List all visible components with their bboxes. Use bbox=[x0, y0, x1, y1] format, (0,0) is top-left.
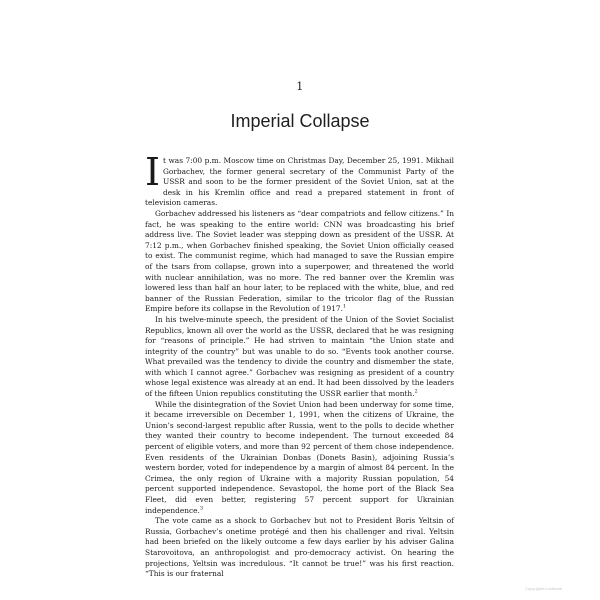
paragraph-text: The vote came as a shock to Gorbachev but not to President Boris Yeltsin of Russia, Gorbachev’s onetime protégé and then his challenger and rival. Yeltsin had been briefed on the likely outcome a few days earlier by his adviser Galina Starovoitova, an anthropologist and pro-democracy activist. On hearing the projections, Yeltsin was incredulous. “It cannot be true!” was his first reaction. “This is our fraternal bbox=[145, 516, 454, 579]
paragraph-text: While the disintegration of the Soviet Union had been underway for some time, it became irreversible on December 1, 1991, when the citizens of Ukraine, the Union’s second-largest republic after Russia, went to the polls to decide whether they wanted their country to become independent. The turnout exceeded 84 percent of eligible voters, and more than 92 percent of them chose independence. Even residents of the Ukrainian Donbas (Donets Basin), adjoining Russia’s western border, voted for independence by a margin of almost 84 percent. In the Crimea, the only region of Ukraine with a majority Russian population, 54 percent supported independence. Sevastopol, the home port of the Black Sea Fleet, did even better, registering 57 percent support for Ukrainian independence. bbox=[145, 399, 454, 515]
chapter-title: Imperial Collapse bbox=[230, 111, 370, 131]
footnote-ref[interactable]: 2 bbox=[414, 388, 418, 395]
copyright-watermark: Copyrighted material bbox=[525, 586, 562, 591]
footnote-ref[interactable]: 1 bbox=[342, 303, 347, 310]
paragraph bbox=[145, 400, 454, 517]
drop-cap: I bbox=[145, 150, 161, 194]
paragraph-text: Gorbachev addressed his listeners as “dear compatriots and fellow citizens.” In fact, he was speaking to the entire world: CNN was broadcasting his brief address live. The Soviet leader was stepping down as president of the USSR. At 7:12 p.m., when Gorbachev finished speaking, the Soviet Union officially ceased to exist. The communist regime, which had managed to save the Russian empire of the tsars from collapse, grown into a superpower, and threatened the world with nuclear annihilation, was no more. The red banner over the Kremlin was lowered less than half an hour later, to be replaced with the white, blue, and red banner of the Russian Federation, similar to the tricolor flag of the Russian Empire before its collapse in the Revolution of 1917. bbox=[145, 208, 454, 314]
chapter-body bbox=[145, 150, 454, 580]
paragraph-text: t was 7:00 p.m. Moscow time on Christmas Day, December 25, 1991. Mikhail Gorbachev, the former general secretary of the Communist Party of the USSR and soon to be the former president of the Soviet Union, sat at the desk in his Kremlin office and read a prepared statement in front of television cameras. bbox=[145, 156, 454, 208]
paragraph bbox=[145, 315, 454, 400]
chapter-number: 1 bbox=[296, 80, 304, 93]
footnote-ref[interactable]: 3 bbox=[199, 505, 204, 512]
paragraph bbox=[145, 516, 454, 580]
paragraph bbox=[145, 150, 454, 209]
paragraph bbox=[145, 209, 454, 315]
paragraph-text: In his twelve-minute speech, the president of the Union of the Soviet Socialist Republics, known all over the world as the USSR, declared that he was resigning for “reasons of principle.” He had striven to maintain “the Union state and integrity of the country” but was unable to do so. “Events took another course. What prevailed was the tendency to divide the country and dismember the state, with which I cannot agree.” Gorbachev was resigning as president of a country whose legal existence was already at an end. It had been dissolved by the leaders of the fifteen Union republics constituting the USSR earlier that month. bbox=[145, 314, 454, 399]
